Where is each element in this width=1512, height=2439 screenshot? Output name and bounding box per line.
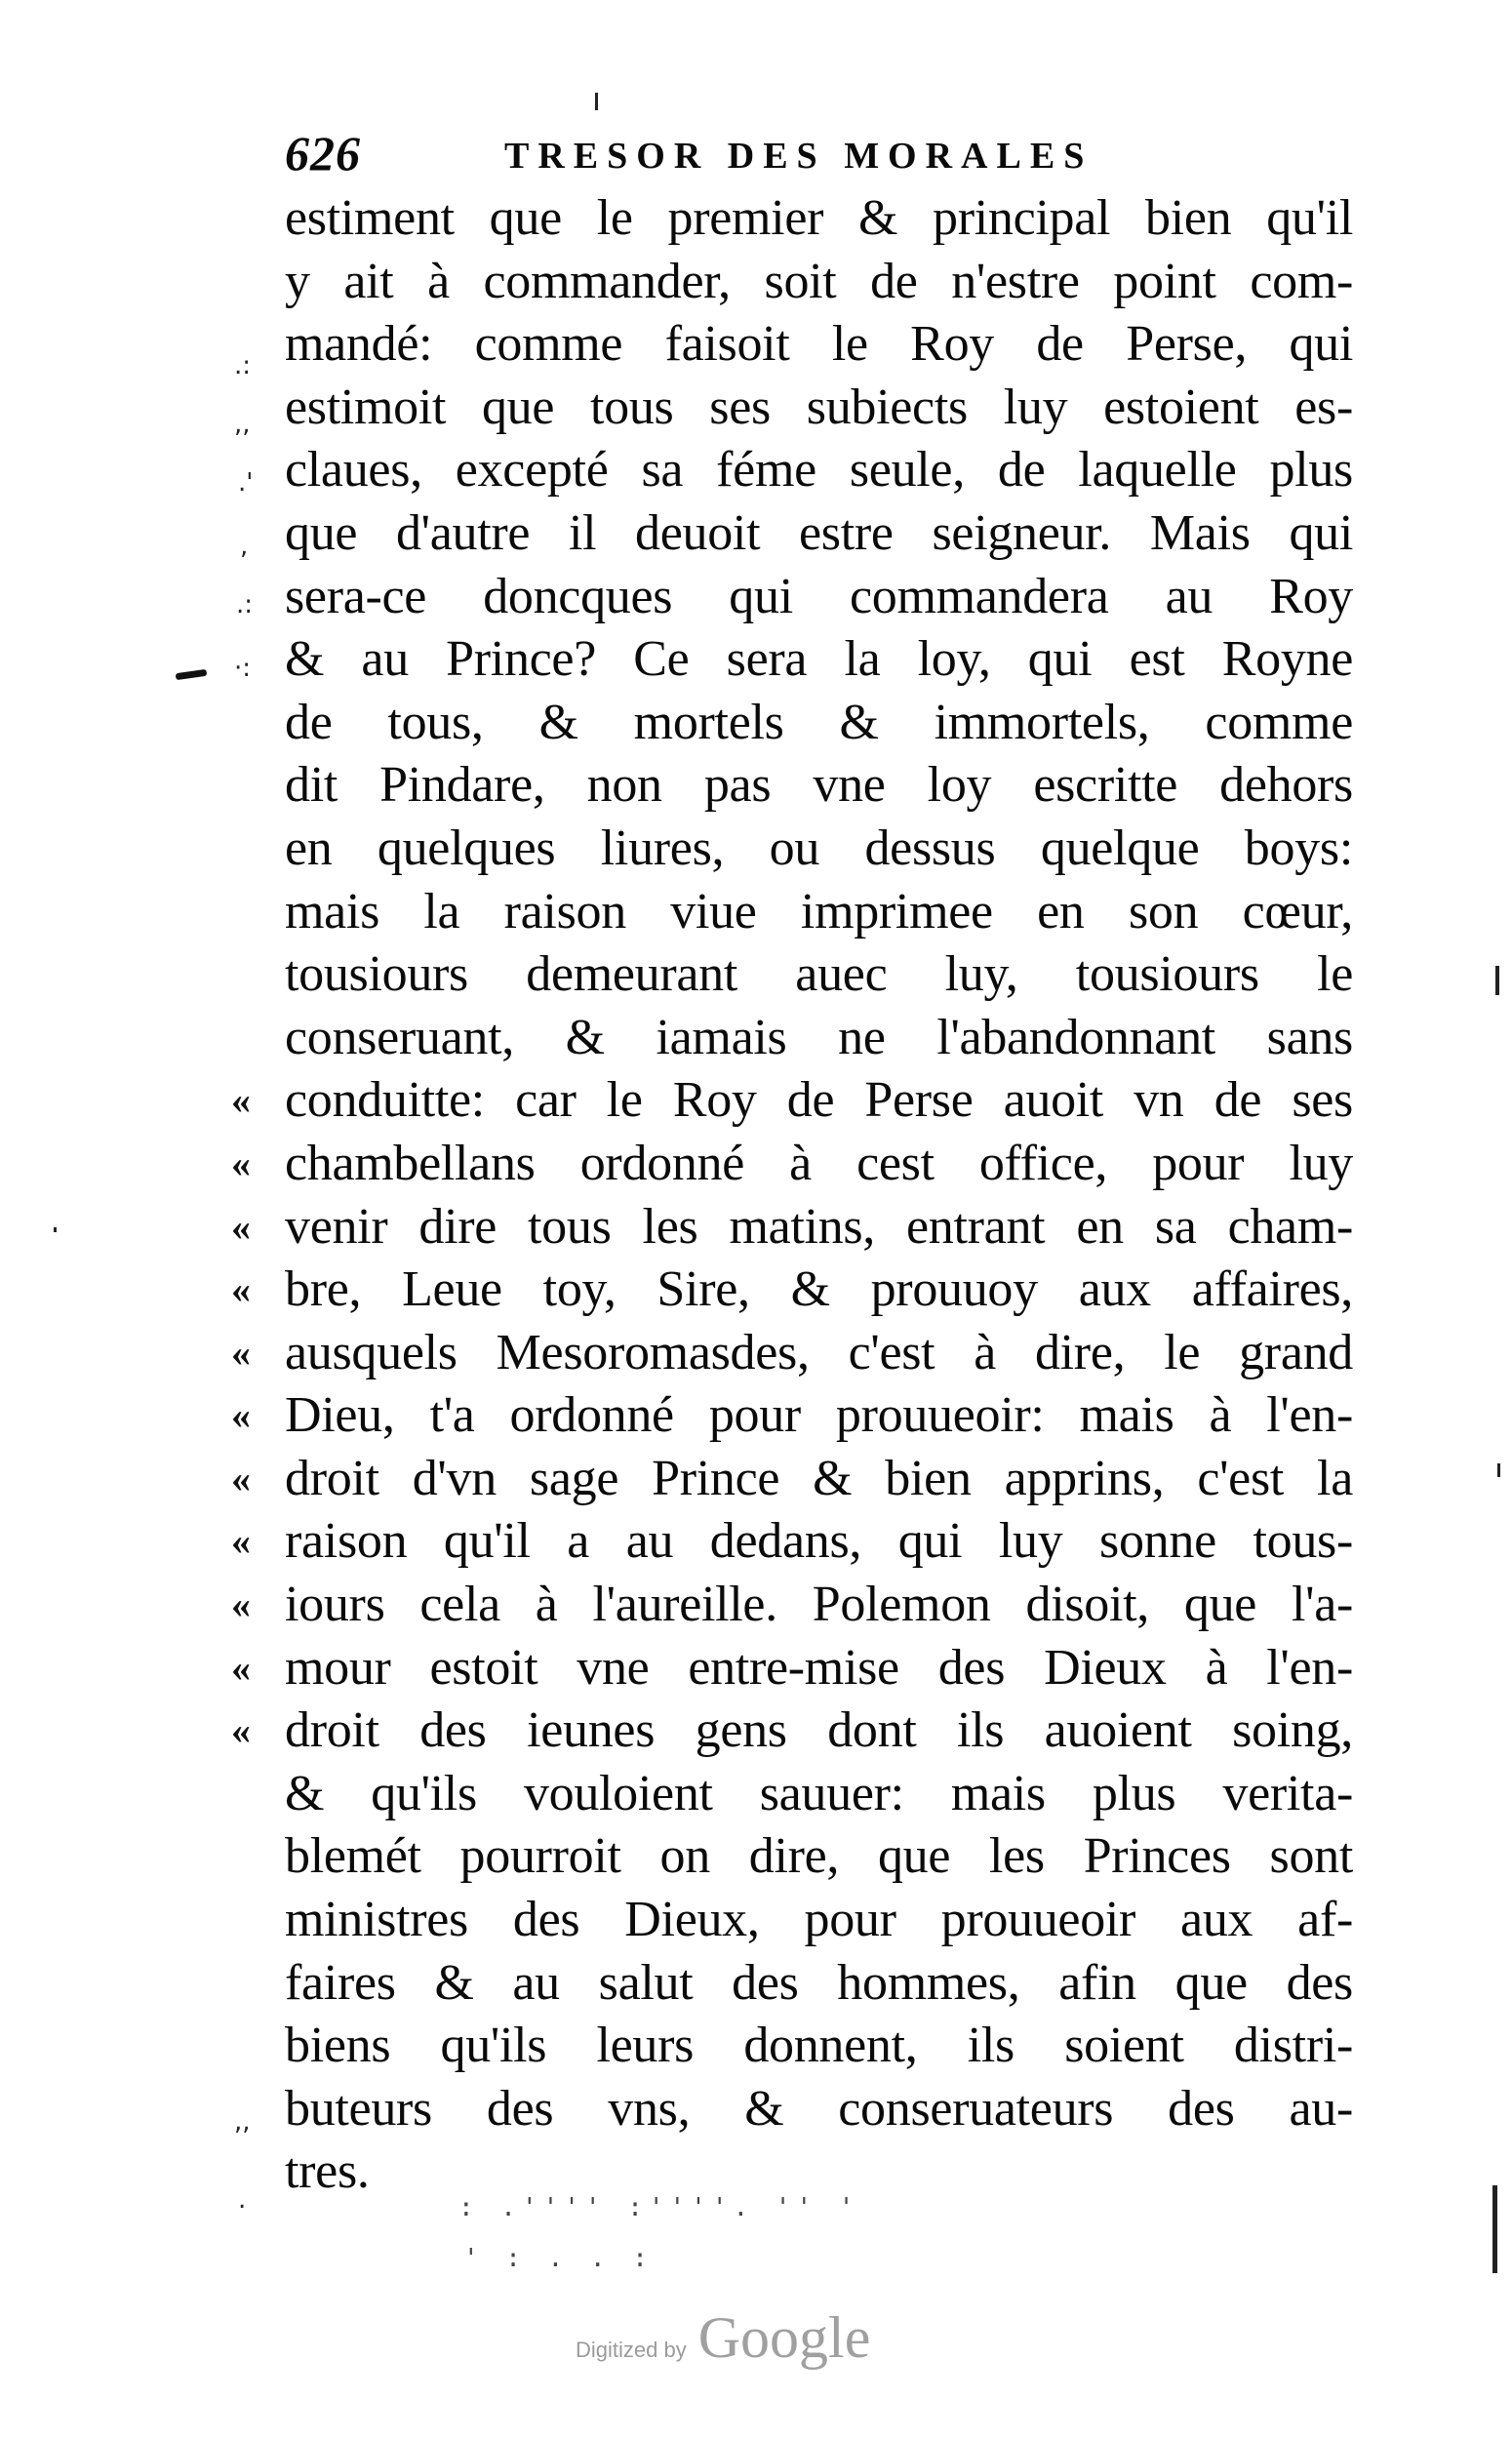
quotation-marker: « (231, 1645, 251, 1690)
text-line (231, 1133, 1353, 1196)
text-line (285, 1007, 1353, 1070)
text-line (231, 1699, 1353, 1763)
running-title: TRESOR DES MORALES (504, 136, 1094, 177)
text-line-content: & qu'ils vouloient sauuer: mais plus verita- (285, 1765, 1353, 1821)
text-line-content: bre, Leue toy, Sire, & prouuoy aux affaires, (285, 1261, 1353, 1318)
text-line (285, 377, 1353, 440)
margin-speck: , (240, 532, 249, 561)
quotation-marker: « (231, 1708, 251, 1753)
text-line-content: tres. (285, 2143, 370, 2200)
text-line (231, 1259, 1353, 1322)
quotation-marker: « (231, 1204, 251, 1249)
text-line-content: mandé: comme faisoit le Roy de Perse, qui (285, 316, 1353, 373)
bleed-through-noise: ' : . . : (463, 2244, 654, 2273)
text-line (231, 1384, 1353, 1448)
google-logo: Google (697, 2305, 871, 2370)
text-line-content: estimoit que tous ses subiects luy estoient es- (285, 379, 1353, 435)
text-line (285, 943, 1353, 1007)
text-line-content: mour estoit vne entre-mise des Dieux à l'en- (285, 1639, 1353, 1696)
text-line-content: ausquels Mesoromasdes, c'est à dire, le grand (285, 1324, 1353, 1380)
text-line-content: blemét pourroit on dire, que les Princes sont (285, 1828, 1353, 1885)
margin-speck: .: (234, 351, 252, 380)
text-line-content: en quelques liures, ou dessus quelque boys: (285, 820, 1353, 876)
text-line-content: venir dire tous les matins, entrant en sa cham- (285, 1198, 1353, 1255)
text-line-content: conduitte: car le Roy de Perse auoit vn de ses (285, 1072, 1353, 1129)
edge-mark (595, 93, 598, 110)
pen-mark (176, 669, 208, 680)
text-line-content: droit d'vn sage Prince & bien apprins, c'est la (285, 1450, 1353, 1506)
text-line (231, 1510, 1353, 1574)
edge-mark (54, 1227, 57, 1232)
text-line-content: mais la raison viue imprimee en son cœur, (285, 883, 1353, 940)
margin-speck: .' (238, 468, 254, 498)
body-text (231, 187, 1353, 2204)
text-line (285, 818, 1353, 881)
quotation-marker: « (231, 1456, 251, 1500)
bleed-through-noise: : .'''' :''''. '' ' (458, 2193, 860, 2222)
quotation-marker: « (231, 1393, 251, 1438)
text-line-content: tousiours demeurant auec luy, tousiours le (285, 946, 1353, 1003)
text-line (285, 187, 1353, 251)
text-line (285, 754, 1353, 818)
text-line-content: raison qu'il a au dedans, qui luy sonne tous- (285, 1513, 1353, 1570)
text-line (285, 1763, 1353, 1826)
text-line-content: biens qu'ils leurs donnent, ils soient distri- (285, 2018, 1353, 2074)
quotation-marker: « (231, 1140, 251, 1185)
text-line (231, 1322, 1353, 1385)
edge-mark (1492, 2185, 1497, 2273)
running-head (285, 125, 1260, 193)
digitized-prefix: Digitized by (576, 2338, 687, 2362)
edge-mark (1497, 1463, 1500, 1477)
margin-speck: . (238, 2185, 247, 2215)
text-line (285, 313, 1353, 377)
text-line (285, 1825, 1353, 1889)
text-line (285, 692, 1353, 755)
text-line-content: Dieu, t'a ordonné pour prouueoir: mais à l'en- (285, 1387, 1353, 1444)
text-line (231, 1448, 1353, 1511)
text-line-content: dit Pindare, non pas vne loy escritte dehors (285, 757, 1353, 814)
digitized-watermark (576, 2304, 870, 2373)
text-line-content: y ait à commander, soit de n'estre point com- (285, 253, 1353, 309)
quotation-marker: « (231, 1582, 251, 1627)
text-line-content: buteurs des vns, & conseruateurs des au- (285, 2080, 1353, 2137)
text-line-content: droit des ieunes gens dont ils auoient soing, (285, 1702, 1353, 1759)
text-line (285, 2078, 1353, 2141)
text-line (285, 439, 1353, 502)
text-line (285, 502, 1353, 566)
text-line-content: ministres des Dieux, pour prouueoir aux af- (285, 1892, 1353, 1948)
quotation-marker: « (231, 1519, 251, 1564)
text-line-content: conseruant, & iamais ne l'abandonnant sans (285, 1009, 1353, 1065)
text-line (285, 566, 1353, 629)
margin-speck: ,, (234, 2107, 251, 2137)
text-line-content: & au Prince? Ce sera la loy, qui est Royne (285, 631, 1353, 688)
text-line (285, 628, 1353, 692)
text-line (285, 881, 1353, 944)
text-line (285, 1889, 1353, 1952)
margin-speck: ,, (234, 410, 251, 439)
quotation-marker: « (231, 1267, 251, 1312)
text-line (231, 1637, 1353, 1700)
margin-speck: ·: (234, 654, 252, 683)
page-number: 626 (285, 126, 361, 180)
text-line-content: que d'autre il deuoit estre seigneur. Mais qui (285, 504, 1353, 561)
text-line-content: de tous, & mortels & immortels, comme (285, 694, 1353, 750)
text-line-content: estiment que le premier & principal bien qu'il (285, 190, 1353, 246)
text-line (231, 1574, 1353, 1637)
text-line-content: faires & au salut des hommes, afin que des (285, 1954, 1353, 2011)
text-line-content: chambellans ordonné à cest office, pour luy (285, 1135, 1353, 1191)
text-line-content: claues, excepté sa féme seule, de laquelle plus (285, 442, 1353, 499)
quotation-marker: « (231, 1330, 251, 1375)
text-line (285, 2015, 1353, 2078)
text-line (231, 1069, 1353, 1133)
text-line-content: sera-ce doncques qui commandera au Roy (285, 568, 1353, 624)
text-line (231, 1196, 1353, 1259)
text-line-content: iours cela à l'aureille. Polemon disoit, que l'a- (285, 1577, 1353, 1633)
quotation-marker: « (231, 1078, 251, 1123)
text-line (285, 1952, 1353, 2016)
margin-speck: .: (236, 590, 254, 620)
edge-mark (1495, 966, 1499, 995)
text-line (285, 251, 1353, 314)
